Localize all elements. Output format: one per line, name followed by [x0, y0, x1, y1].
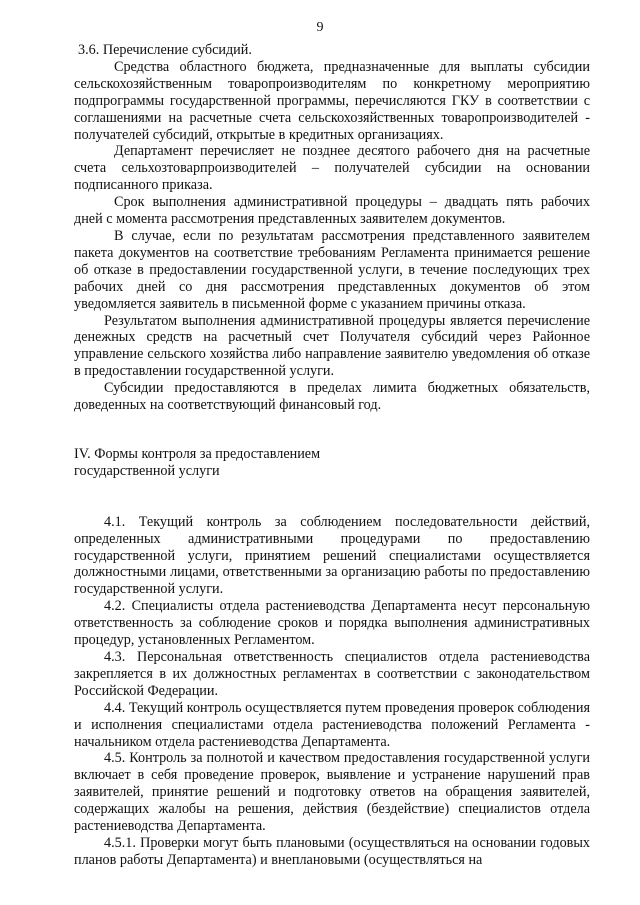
- paragraph-4-3: 4.3. Персональная ответственность специалистов отдела растениеводства закрепляется в их должностных регламентах в соответствии с законодательством Российской Федерации.: [74, 649, 590, 699]
- section-4-heading-line1: IV. Формы контроля за предоставлением: [74, 445, 321, 462]
- paragraph-3-6-1: Средства областного бюджета, предназначенные для выплаты субсидии сельскохозяйственным товаропроизводителям по конкретному мероприятию подпрограммы государственной программы, перечисляются ГКУ в соответствии с соглашениями на расчетные счета сельскохозяйственных товаропроизводителей - получателей субсидий, открытые в кредитных организациях.: [74, 58, 590, 143]
- section-4-heading-line2: государственной услуги: [74, 462, 220, 479]
- paragraph-4-5-1: 4.5.1. Проверки могут быть плановыми (осуществляться на основании годовых планов работы Департамента) и внеплановыми (осуществляться на: [74, 834, 590, 868]
- paragraph-4-2: 4.2. Специалисты отдела растениеводства Департамента несут персональную ответственность за соблюдение сроков и порядка выполнения административных процедур, установленных Регламентом.: [74, 598, 590, 649]
- paragraph-3-6-6: Субсидии предоставляются в пределах лимита бюджетных обязательств, доведенных на соответствующий финансовый год.: [74, 380, 590, 414]
- paragraph-4-1: 4.1. Текущий контроль за соблюдением последовательности действий, определенных административными процедурами по предоставлению государственной услуги, принятием решений специалистами осуществляется должностными лицами, ответственными за организацию работы по предоставлению государственной услуги.: [74, 513, 590, 598]
- paragraph-3-6-5: Результатом выполнения административной процедуры является перечисление денежных средств на расчетный счет Получателя субсидий через Районное управление сельского хозяйства либо направление заявителю уведомления об отказе в предоставлении государственной услуги.: [74, 312, 590, 380]
- paragraph-3-6-4: В случае, если по результатам рассмотрения представленного заявителем пакета документов на соответствие требованиям Регламента принимается решение об отказе в предоставлении государственной услуги, в течение последующих трех рабочих дней со дня рассмотрения представленных документов об этом уведомляется заявитель в письменной форме с указанием причины отказа.: [74, 227, 590, 312]
- document-body: [74, 42, 590, 869]
- spacer: [74, 414, 590, 446]
- spacer: [74, 480, 590, 514]
- paragraph-4-4: 4.4. Текущий контроль осуществляется путем проведения проверок соблюдения и исполнения специалистами отдела растениеводства положений Регламента - начальником отдела растениеводства Департамента.: [74, 699, 590, 750]
- paragraph-3-6-2: Департамент перечисляет не позднее десятого рабочего дня на расчетные счета сельхозтоварпроизводителей – получателей субсидии на основании подписанного приказа.: [74, 143, 590, 194]
- paragraph-3-6-3: Срок выполнения административной процедуры – двадцать пять рабочих дней с момента рассмотрения представленных заявителем документов.: [74, 194, 590, 228]
- section-3-6-title: 3.6. Перечисление субсидий.: [78, 42, 252, 58]
- paragraph-4-5: 4.5. Контроль за полнотой и качеством предоставления государственной услуги включает в себя проведение проверок, выявление и устранение нарушений прав заявителей, принятие решений и подготовку ответов на обращения заявителей, содержащих жалобы на решения, действия (бездействие) специалистов отдела растениеводства Департамента.: [74, 750, 590, 835]
- page-number: 9: [316, 20, 324, 35]
